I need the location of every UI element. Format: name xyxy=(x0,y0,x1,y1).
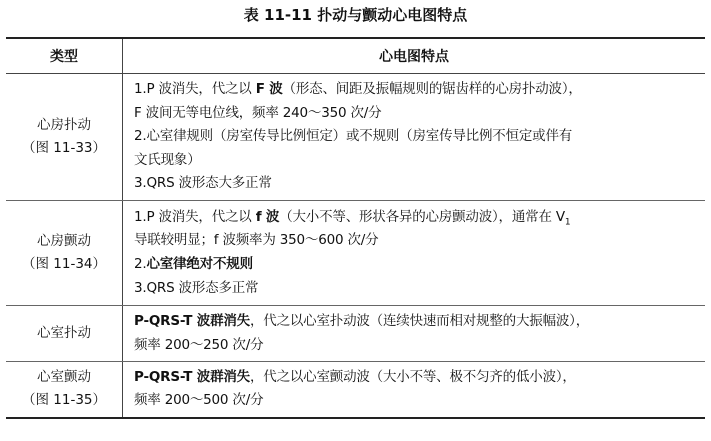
feature-text: 1.P 波消失，代之以 xyxy=(134,81,256,98)
features-cell xyxy=(123,74,706,201)
features-cell xyxy=(123,201,706,306)
table-row xyxy=(6,201,705,306)
feature-line: 3.QRS 波形态多正常 xyxy=(134,279,259,296)
table-row xyxy=(6,306,705,362)
lead-subscript: 1 xyxy=(564,217,571,228)
type-name: 心室扑动 xyxy=(37,325,91,341)
table-title: 表 11-11 扑动与颤动心电图特点 xyxy=(243,6,468,24)
feature-text: ，代之以心室颤动波（大小不等、极不匀齐的低小波）， xyxy=(249,368,576,385)
ecg-features-table xyxy=(6,37,705,419)
type-cell xyxy=(6,362,123,418)
type-name: 心房颤动 xyxy=(37,233,91,249)
features-cell xyxy=(123,306,706,362)
feature-bold-text: f 波 xyxy=(255,208,280,225)
feature-text: （大小不等、形状各异的心房颤动波），通常在 V xyxy=(279,208,565,225)
feature-line: 文氏现象） xyxy=(134,151,201,168)
feature-line xyxy=(134,78,701,102)
feature-text: 1.P 波消失，代之以 xyxy=(134,208,256,225)
feature-line: 2.心室律规则（房室传导比例恒定）或不规则（房室传导比例不恒定或伴有 xyxy=(134,128,573,145)
feature-bold-text: 心室律绝对不规则 xyxy=(146,256,253,272)
feature-line: 3.QRS 波形态大多正常 xyxy=(134,175,272,192)
feature-line xyxy=(134,253,701,277)
figure-ref: （图 11-33） xyxy=(21,140,107,156)
feature-line xyxy=(134,366,701,390)
feature-line: 频率 200～500 次/分 xyxy=(134,392,264,409)
type-cell xyxy=(6,74,123,201)
feature-text: （形态、间距及振幅规则的锯齿样的心房扑动波）， xyxy=(282,81,582,98)
feature-line: 导联较明显；f 波频率为 350～600 次/分 xyxy=(134,232,379,249)
header-features: 心电图特点 xyxy=(123,38,706,74)
feature-line xyxy=(134,310,701,334)
feature-line xyxy=(134,206,701,230)
feature-line: F 波间无等电位线，频率 240～350 次/分 xyxy=(134,104,382,121)
table-row xyxy=(6,362,705,418)
type-cell xyxy=(6,201,123,306)
features-cell xyxy=(123,362,706,418)
feature-text: 2. xyxy=(134,256,147,272)
feature-line: 频率 200～250 次/分 xyxy=(134,336,264,353)
feature-bold-text: P-QRS-T 波群消失 xyxy=(134,312,250,329)
feature-bold-text: P-QRS-T 波群消失 xyxy=(134,368,250,385)
header-type: 类型 xyxy=(6,38,123,74)
type-name: 心室颤动 xyxy=(37,369,91,386)
type-cell xyxy=(6,306,123,362)
figure-ref: （图 11-34） xyxy=(21,256,107,272)
figure-ref: （图 11-35） xyxy=(21,392,107,409)
feature-text: ，代之以心室扑动波（连续快速而相对规整的大振幅波）， xyxy=(249,312,590,329)
type-name: 心房扑动 xyxy=(37,117,91,133)
table-header-row xyxy=(6,38,705,74)
table-row xyxy=(6,74,705,201)
feature-bold-text: F 波 xyxy=(255,81,283,98)
